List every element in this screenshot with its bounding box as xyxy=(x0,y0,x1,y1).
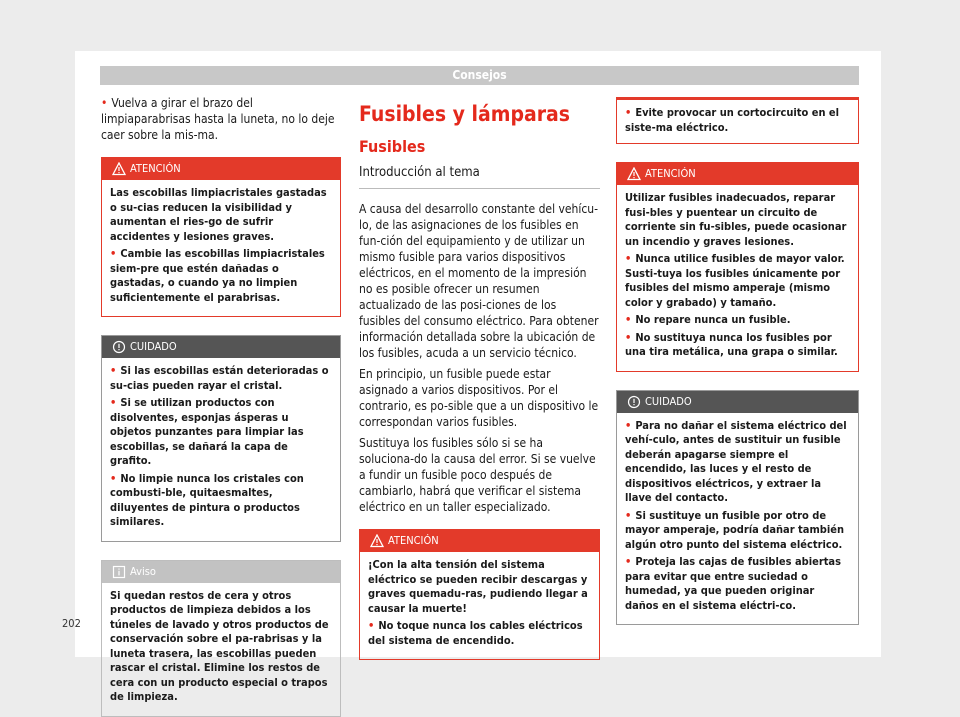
bullet-icon: • xyxy=(625,555,632,568)
warning-heading: ATENCIÓN xyxy=(388,534,439,547)
section-header: Consejos xyxy=(100,66,859,85)
caution-box-header xyxy=(102,336,340,358)
note-box-body xyxy=(102,583,340,716)
caution-item-text: Proteja las cajas de fusibles abiertas para evitar que entre suciedad o humedad, ya que pueden originar daños en el sistema eléctri-co. xyxy=(625,555,841,612)
caution-item-text: Si sustituye un fusible por otro de mayor amperaje, podría dañar también algún otro punto del sistema eléctrico. xyxy=(625,508,845,551)
bullet-icon: • xyxy=(110,247,117,260)
bullet-icon: • xyxy=(625,330,632,344)
caution-box xyxy=(616,390,859,626)
caution-item xyxy=(625,555,850,613)
bullet-icon: • xyxy=(625,313,632,326)
section-title: Fusibles xyxy=(359,137,426,156)
caution-box-header xyxy=(617,391,858,413)
bullet-icon: • xyxy=(110,471,117,485)
column-right xyxy=(616,97,859,625)
page-number: 202 xyxy=(62,617,81,630)
bullet-icon: • xyxy=(625,252,632,265)
warning-text: ¡Con la alta tensión del sistema eléctrico se pueden recibir descargas y graves quemadu-ras, pudiendo llegar a causar la muerte! xyxy=(368,558,588,615)
intro-text: Vuelva a girar el brazo del limpiaparabrisas hasta la luneta, no lo deje caer sobre la mis-ma. xyxy=(101,96,335,142)
warning-box xyxy=(359,529,600,660)
warning-box-header xyxy=(617,163,858,185)
warning-item-text: Cambie las escobillas limpiacristales siem-pre que estén dañadas o gastadas, o cuando ya no limpien suficientemente el parabrisas. xyxy=(110,247,325,304)
caution-box-body xyxy=(617,413,858,625)
warning-triangle-icon xyxy=(627,167,641,181)
note-text: Si quedan restos de cera y otros productos de limpieza debidos a los túneles de lavado y otros productos de conservación sobre el pa-rabrisas y la luneta trasera, las escobillas pueden rascar el cristal. Elimine los restos de cera con un producto especial o trapos de limpieza. xyxy=(110,588,329,703)
info-icon xyxy=(112,565,126,579)
warning-box xyxy=(101,157,341,317)
note-heading: Aviso xyxy=(130,564,156,578)
caution-heading: CUIDADO xyxy=(645,394,692,408)
caution-item xyxy=(110,364,332,393)
warning-item xyxy=(625,252,850,310)
caution-item-text: Si las escobillas están deterioradas o su-cias pueden rayar el cristal. xyxy=(110,364,329,392)
bullet-icon: • xyxy=(368,619,375,632)
warning-item xyxy=(110,247,332,305)
caution-item xyxy=(625,509,850,553)
paragraph: Sustituya los fusibles sólo si se ha soluciona-do la causa del error. Si se vuelve a fundir un fusible poco después de cambiarlo, habrá que verificar el sistema eléctrico en un taller especializado. xyxy=(359,436,596,514)
bullet-icon: • xyxy=(110,396,117,409)
info-circle-icon xyxy=(627,395,641,409)
warning-box-body xyxy=(102,180,340,316)
bullet-item xyxy=(101,95,341,143)
column-left xyxy=(101,95,341,717)
warning-item-text: Nunca utilice fusibles de mayor valor. Susti-tuya los fusibles únicamente por fusibles del mismo amperaje (mismo color y grabado) y tamaño. xyxy=(625,252,845,309)
bullet-icon: • xyxy=(110,364,117,377)
continued-item-text: Evite provocar un cortocircuito en el siste-ma eléctrico. xyxy=(625,106,840,134)
note-box-header xyxy=(102,561,340,583)
caution-item xyxy=(110,396,332,469)
warning-heading: ATENCIÓN xyxy=(645,167,696,180)
chapter-title: Fusibles y lámparas xyxy=(359,102,571,126)
paragraph: En principio, un fusible puede estar asignado a varios dispositivos. Por el contrario, es po-sible que a un dispositivo le correspondan varios fusibles. xyxy=(359,367,599,429)
caution-item-text: Para no dañar el sistema eléctrico del vehí-culo, antes de sustituir un fusible deberán apagarse siempre el encendido, las luces y el resto de dispositivos eléctricos, y extraer la llave del contacto. xyxy=(625,418,847,504)
warning-item-text: No repare nunca un fusible. xyxy=(635,313,791,326)
warning-text: Utilizar fusibles inadecuados, reparar fusi-bles y puentear un circuito de corriente sin fu-sibles, puede ocasionar un incendio y graves lesiones. xyxy=(625,191,847,248)
column-middle xyxy=(359,100,600,660)
info-circle-icon xyxy=(112,340,126,354)
warning-triangle-icon xyxy=(112,162,126,176)
subsection-title: Introducción al tema xyxy=(359,164,600,189)
bullet-icon: • xyxy=(625,106,632,119)
warning-item xyxy=(625,313,850,328)
bullet-icon: • xyxy=(101,96,108,110)
warning-box-body xyxy=(617,185,858,371)
bullet-icon: • xyxy=(625,508,632,522)
paragraph: A causa del desarrollo constante del vehícu-lo, de las asignaciones de los fusibles en fun-ción del equipamiento y de utilizar un mismo fusible para varios dispositivos eléctricos, en el momento de la impresión no es posible ofrecer un resumen actualizado de las posi-ciones de los fusibles del consumo eléctrico. Para obtener información detallada sobre la ubicación de los fusibles, acuda a un servicio técnico. xyxy=(359,202,599,360)
warning-item-text: No toque nunca los cables eléctricos del sistema de encendido. xyxy=(368,619,583,647)
note-box xyxy=(101,560,341,717)
warning-item: Las escobillas limpiacristales gastadas o su-cias reducen la visibilidad y aumentan el ries-go de sufrir accidentes y lesiones graves. xyxy=(110,186,327,243)
warning-box xyxy=(616,162,859,372)
caution-item-text: No limpie nunca los cristales con combusti-ble, quitaesmaltes, diluyentes de pintura o productos similares. xyxy=(110,471,304,528)
caution-item xyxy=(110,472,332,530)
bullet-icon: • xyxy=(625,418,632,432)
warning-item xyxy=(625,331,850,360)
caution-box-body xyxy=(102,358,340,541)
caution-box xyxy=(101,335,341,542)
caution-heading: CUIDADO xyxy=(130,340,177,353)
warning-box-header xyxy=(102,158,340,180)
warning-item xyxy=(368,619,591,648)
continued-warning-box xyxy=(616,97,859,144)
warning-triangle-icon xyxy=(370,534,384,548)
caution-item xyxy=(625,419,850,506)
warning-box-body xyxy=(360,552,599,659)
warning-heading: ATENCIÓN xyxy=(130,162,181,175)
warning-box-header xyxy=(360,530,599,552)
warning-item-text: No sustituya nunca los fusibles por una tira metálica, una grapa o similar. xyxy=(625,330,838,358)
caution-item-text: Si se utilizan productos con disolventes, esponjas ásperas u objetos punzantes para limpiar las escobillas, se dañará la capa de grafito. xyxy=(110,396,304,467)
